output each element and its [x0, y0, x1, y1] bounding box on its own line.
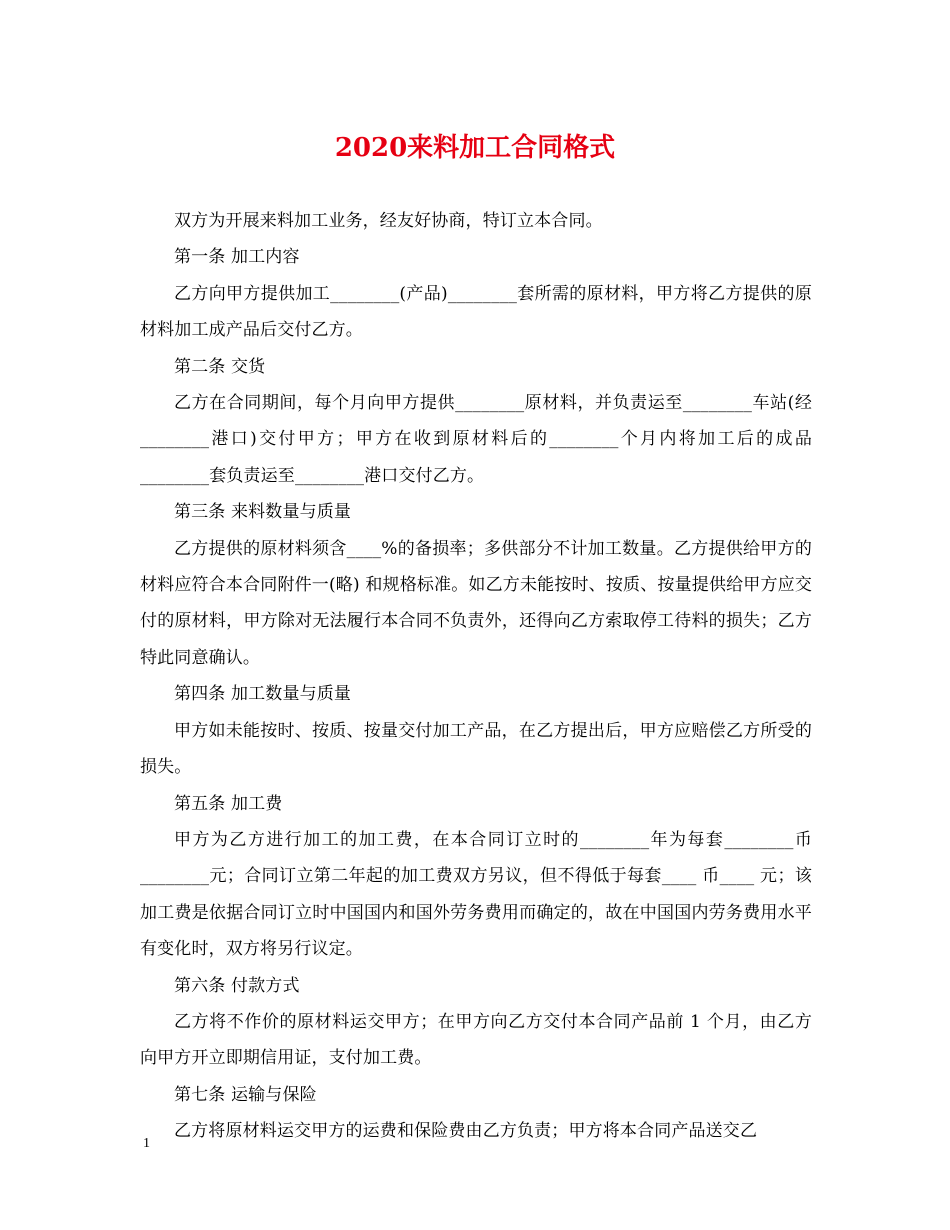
- article-text-7: 乙方将原材料运交甲方的运费和保险费由乙方负责；甲方将本合同产品送交乙: [174, 1121, 758, 1142]
- article-text-6: 乙方将不作价的原材料运交甲方；在甲方向乙方交付本合同产品前 1 个月，由乙方向甲方开立即期信用证，支付加工费。: [140, 1011, 812, 1069]
- document-title: 2020来料加工合同格式: [334, 133, 616, 163]
- document-body: [140, 203, 812, 1150]
- article-text-1: 乙方向甲方提供加工________(产品)________套所需的原材料，甲方将乙方提供的原材料加工成产品后交付乙方。: [140, 283, 812, 341]
- article-heading-4: 第四条 加工数量与质量: [174, 684, 352, 705]
- article-heading-7: 第七条 运输与保险: [174, 1084, 317, 1105]
- article-heading-6: 第六条 付款方式: [174, 975, 300, 996]
- article-heading-5: 第五条 加工费: [174, 793, 283, 814]
- article-heading-2: 第二条 交货: [174, 356, 266, 377]
- article-text-3: 乙方提供的原材料须含____%的备损率；多供部分不计加工数量。乙方提供给甲方的材料应符合本合同附件一(略) 和规格标准。如乙方未能按时、按质、按量提供给甲方应交付的原材料，甲方除对无法履行本合同不负责外，还得向乙方索取停工待料的损失；乙方特此同意确认。: [140, 538, 812, 668]
- article-heading-1: 第一条 加工内容: [174, 247, 300, 268]
- paragraph-intro: 双方为开展来料加工业务，经友好协商，特订立本合同。: [174, 211, 603, 231]
- page-number: 1: [143, 1136, 150, 1151]
- article-heading-3: 第三条 来料数量与质量: [174, 502, 352, 523]
- article-text-5: 甲方为乙方进行加工的加工费，在本合同订立时的________年为每套________币________元；合同订立第二年起的加工费双方另议，但不得低于每套____ 币____ 元；该加工费是依据合同订立时中国国内和国外劳务费用而确定的，故在中国国内劳务费用水平有变化时，双方将另行议定。: [140, 829, 812, 960]
- article-text-4: 甲方如未能按时、按质、按量交付加工产品，在乙方提出后，甲方应赔偿乙方所受的损失。: [140, 720, 812, 778]
- article-text-2: 乙方在合同期间，每个月向甲方提供________原材料，并负责运至________车站(经________港口)交付甲方；甲方在收到原材料后的________个月内将加工后的成品________套负责运至________港口交付乙方。: [140, 393, 812, 486]
